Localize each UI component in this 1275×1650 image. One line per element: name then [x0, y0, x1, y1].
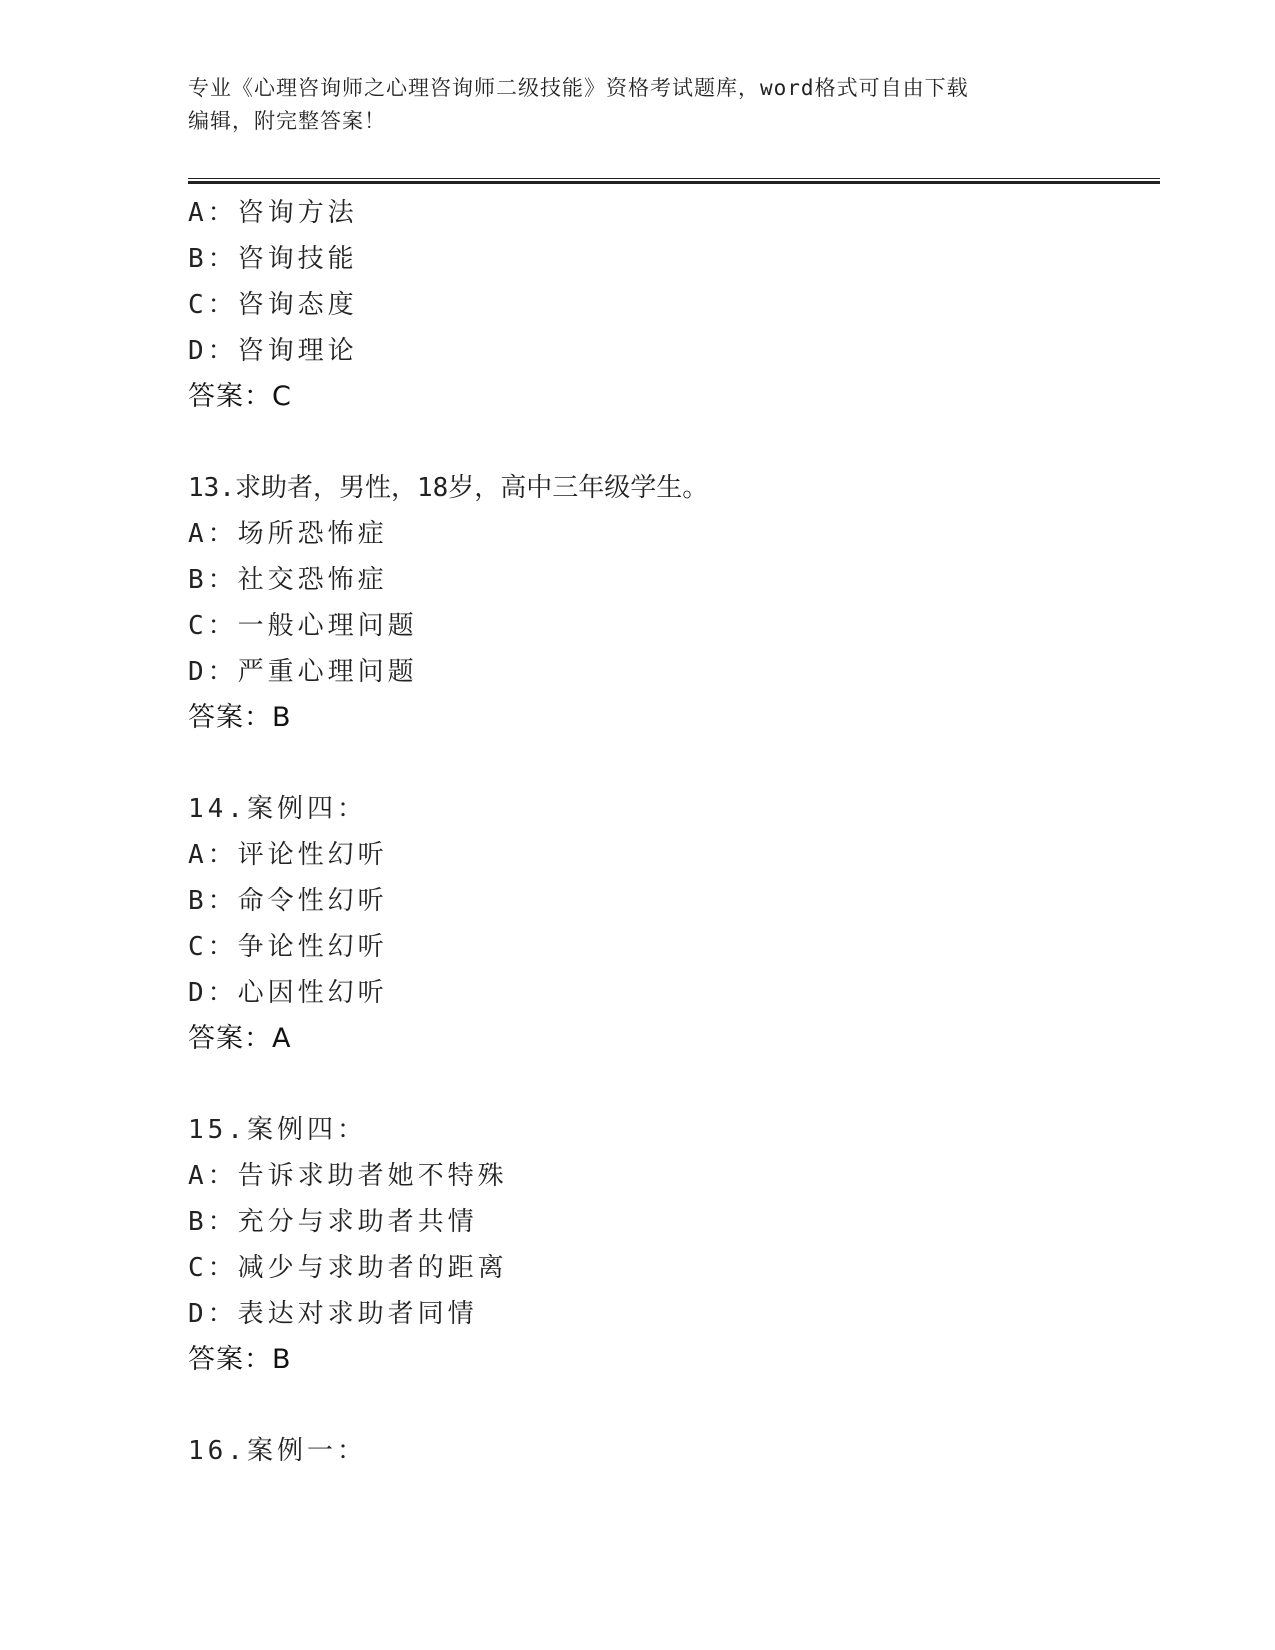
- question-13: [188, 465, 1148, 741]
- answer-line: 答案：A: [188, 1023, 292, 1054]
- question-16: [188, 1428, 1148, 1474]
- answer-line: 答案：C: [188, 381, 292, 412]
- option-b: B：充分与求助者共情: [188, 1207, 478, 1237]
- option-d: D：心因性幻听: [188, 978, 388, 1008]
- question-spacer: [188, 1062, 1148, 1107]
- option-b: B：命令性幻听: [188, 886, 388, 916]
- option-c: C：争论性幻听: [188, 932, 388, 962]
- header-divider-thin: [188, 178, 1160, 179]
- option-c: C：一般心理问题: [188, 611, 418, 641]
- answer-line: 答案：B: [188, 1344, 292, 1375]
- option-c: C：减少与求助者的距离: [188, 1253, 508, 1283]
- question-text: 13.求助者，男性，18岁，高中三年级学生。: [188, 473, 709, 503]
- option-b: B：咨询技能: [188, 244, 358, 274]
- question-text: 14.案例四：: [188, 794, 367, 824]
- option-d: D：咨询理论: [188, 336, 358, 366]
- question-spacer: [188, 420, 1148, 465]
- question-spacer: [188, 1383, 1148, 1428]
- question-text: 15.案例四：: [188, 1115, 367, 1145]
- question-14: [188, 786, 1148, 1062]
- question-12: [188, 190, 1148, 420]
- option-c: C：咨询态度: [188, 290, 358, 320]
- question-text: 16.案例一：: [188, 1436, 367, 1466]
- header-line-1: 专业《心理咨询师之心理咨询师二级技能》资格考试题库，word格式可自由下载: [188, 76, 969, 100]
- option-a: A：评论性幻听: [188, 840, 388, 870]
- option-b: B：社交恐怖症: [188, 565, 388, 595]
- header-divider-thick: [188, 181, 1160, 184]
- question-list: [188, 190, 1148, 1474]
- document-header: [188, 72, 1088, 138]
- question-spacer: [188, 741, 1148, 786]
- option-a: A：场所恐怖症: [188, 519, 388, 549]
- option-d: D：表达对求助者同情: [188, 1299, 478, 1329]
- option-a: A：告诉求助者她不特殊: [188, 1161, 508, 1191]
- question-15: [188, 1107, 1148, 1383]
- option-d: D：严重心理问题: [188, 657, 418, 687]
- header-line-2: 编辑，附完整答案！: [188, 109, 386, 133]
- option-a: A：咨询方法: [188, 198, 358, 228]
- answer-line: 答案：B: [188, 702, 292, 733]
